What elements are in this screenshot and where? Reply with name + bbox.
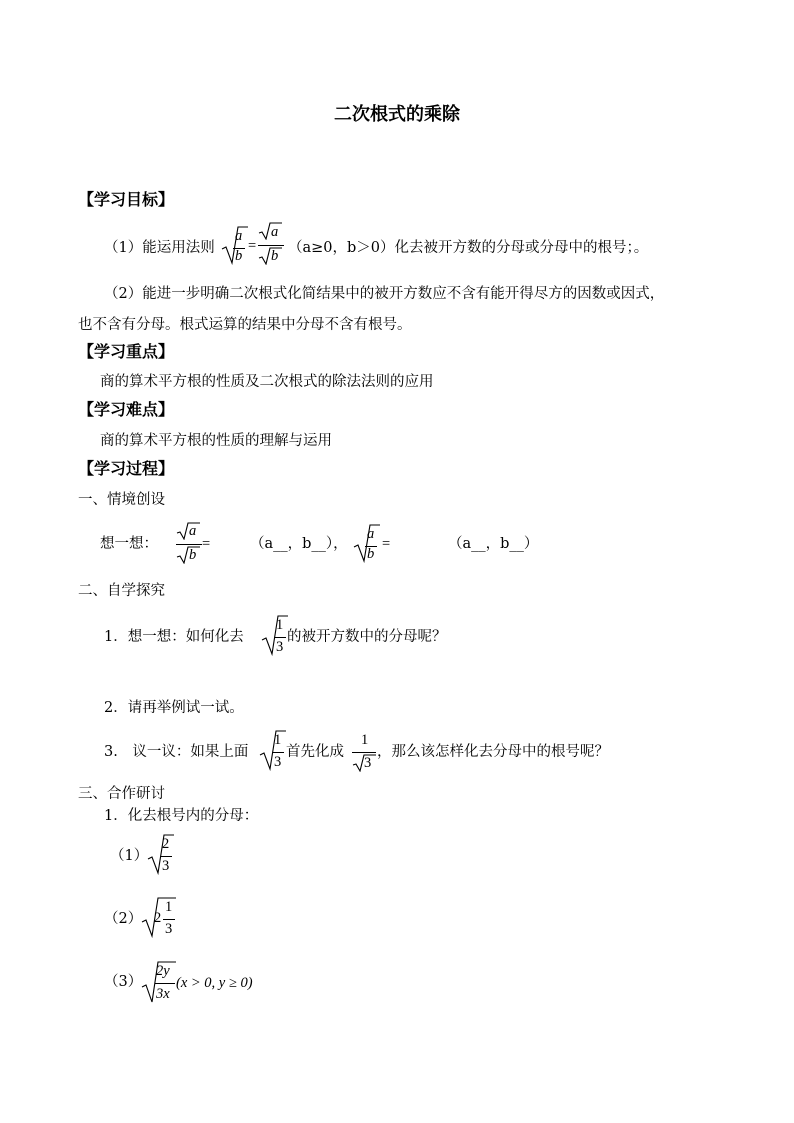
question3-suffix: ，那么该怎样化去分母中的根号呢？ bbox=[377, 744, 609, 760]
part3-task: 1．化去根号内的分母： bbox=[104, 808, 259, 824]
part1-heading: 一、情境创设 bbox=[78, 492, 165, 508]
equals-sign: = bbox=[202, 536, 211, 552]
radical-sign bbox=[258, 729, 286, 771]
formula-numerator-a: a bbox=[271, 224, 279, 240]
exercise-label-1: （1） bbox=[110, 848, 149, 864]
question1-prefix: 1．想一想：如何化去 bbox=[104, 629, 244, 645]
section-heading-key: 【学习重点】 bbox=[78, 342, 175, 361]
denominator-three: 3 bbox=[162, 858, 170, 874]
numerator-a: a bbox=[189, 523, 197, 539]
section-heading-process: 【学习过程】 bbox=[78, 459, 175, 478]
radical-sign bbox=[260, 614, 288, 656]
section-heading-difficult: 【学习难点】 bbox=[78, 400, 175, 419]
question2: 2．请再举例试一试。 bbox=[104, 700, 244, 716]
think-label: 想一想： bbox=[100, 536, 158, 552]
question1-suffix: 的被开方数中的分母呢？ bbox=[287, 629, 447, 645]
denominator-b: b bbox=[367, 546, 375, 562]
numerator-one: 1 bbox=[361, 732, 369, 748]
goal2-line2: 也不含有分母。根式运算的结果中分母不含有根号。 bbox=[78, 317, 412, 333]
equals-sign: = bbox=[248, 238, 257, 254]
question3-prefix: 3. 议一议：如果上面 bbox=[104, 744, 249, 760]
denominator-b: b bbox=[189, 547, 197, 563]
radical-sign bbox=[220, 225, 248, 265]
denominator-three: 3 bbox=[364, 755, 372, 771]
numerator-one: 1 bbox=[165, 899, 173, 915]
denominator-three: 3 bbox=[274, 754, 282, 770]
numerator-two: 2 bbox=[162, 836, 170, 852]
exercise3-condition: (x > 0, y ≥ 0) bbox=[176, 975, 253, 991]
goal1-prefix: （1）能运用法则 bbox=[104, 240, 215, 256]
equals-sign: = bbox=[382, 536, 391, 552]
radical-sign bbox=[258, 247, 282, 265]
difficult-text: 商的算术平方根的性质的理解与运用 bbox=[100, 433, 332, 449]
denominator-three: 3 bbox=[165, 921, 173, 937]
goal2-line1: （2）能进一步明确二次根式化简结果中的被开方数应不含有能开得尽方的因数或因式， bbox=[104, 286, 665, 302]
denominator-three: 3 bbox=[276, 639, 284, 655]
question3-mid: 首先化成 bbox=[286, 744, 344, 760]
numerator-a: a bbox=[367, 526, 375, 542]
part3-heading: 三、合作研讨 bbox=[78, 786, 165, 802]
radical-sign bbox=[176, 546, 200, 564]
whole-part-two: 2 bbox=[154, 910, 162, 926]
goal1-condition: （a≥0，b＞0）化去被开方数的分母或分母中的根号；。 bbox=[288, 240, 649, 256]
exercise-label-3: （3） bbox=[104, 974, 143, 990]
formula-denominator-b: b bbox=[271, 248, 279, 264]
radical-sign bbox=[146, 833, 174, 875]
page-title: 二次根式的乘除 bbox=[334, 104, 460, 125]
formula-numerator-a: a bbox=[235, 228, 243, 244]
numerator-one: 1 bbox=[274, 732, 282, 748]
key-text: 商的算术平方根的性质及二次根式的除法法则的应用 bbox=[100, 374, 434, 390]
blank-condition-1: （a__，b__）， bbox=[250, 536, 348, 552]
numerator-one: 1 bbox=[276, 617, 284, 633]
numerator-2y: 2y bbox=[156, 963, 170, 979]
formula-denominator-b: b bbox=[235, 248, 243, 264]
denominator-3x: 3x bbox=[156, 986, 170, 1002]
blank-condition-2: （a__，b__） bbox=[448, 536, 539, 552]
radical-sign bbox=[352, 523, 380, 563]
part2-heading: 二、自学探究 bbox=[78, 583, 165, 599]
section-heading-goals: 【学习目标】 bbox=[78, 190, 175, 209]
radical-sign bbox=[258, 222, 282, 240]
exercise-label-2: （2） bbox=[104, 911, 143, 927]
radical-sign bbox=[176, 522, 200, 540]
